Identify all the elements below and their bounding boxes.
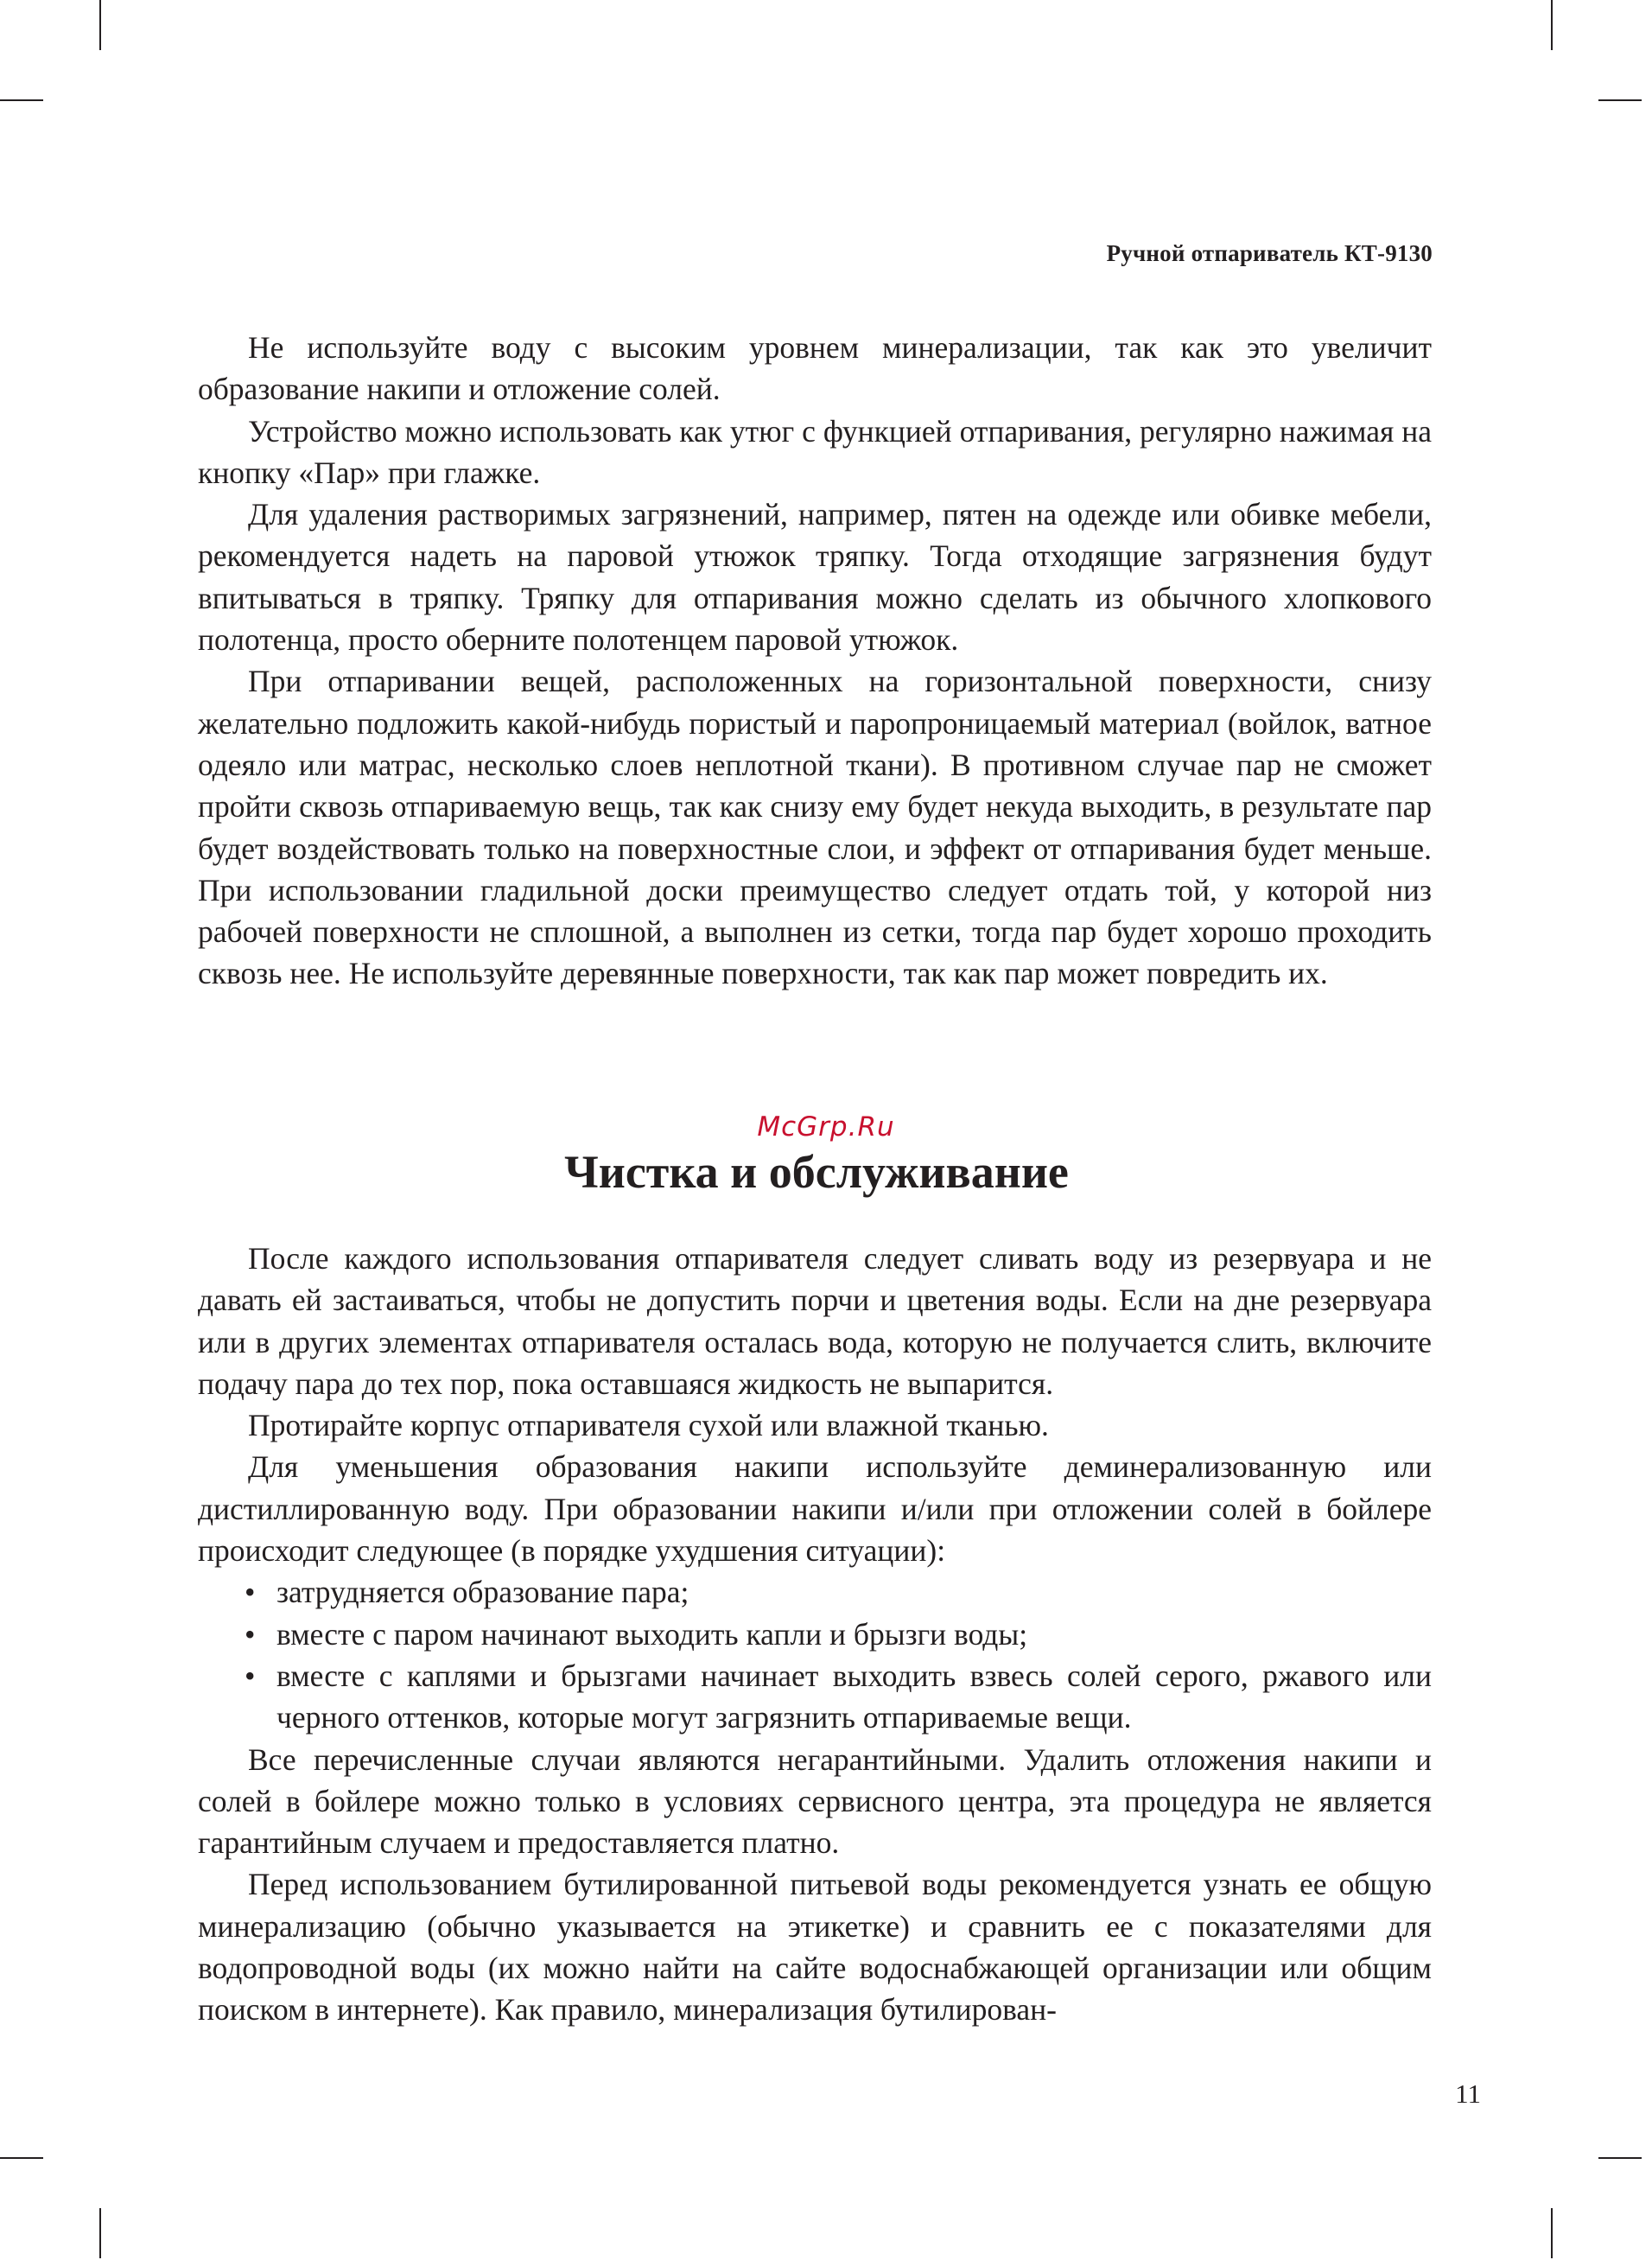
list-item <box>198 1655 1432 1739</box>
paragraph: Для уменьшения образования накипи используйте деминерализованную или дистиллированную воду. При образовании накипи и/или при отложении солей в бойлере происходит следующее (в порядке ухудшения ситуации): <box>198 1449 1432 1569</box>
page-number: 11 <box>1455 2079 1481 2109</box>
paragraph: Все перечисленные случаи являются негарантийными. Удалить отложения накипи и солей в бойлере можно только в условиях сервисного центра, эта процедура не является гарантийным случаем и предоставляется платно. <box>198 1741 1432 1861</box>
paragraph: Не используйте воду с высоким уровнем минерализации, так как это увеличит образование накипи и отложение солей. <box>198 330 1432 407</box>
paragraph: Перед использованием бутилированной питьевой воды рекомендуется узнать ее общую минерализацию (обычно указывается на этикетке) и сравнить ее с показателями для водопроводной воды (их можно найти на сайте водоснабжающей организации или общим поиском в интернете). Как правило, минерализация бутилирован- <box>198 1867 1432 2028</box>
crop-mark-top-right <box>1551 0 1553 50</box>
section-text-block <box>198 1238 1432 2031</box>
intro-text-block <box>198 327 1432 995</box>
paragraph: Протирайте корпус отпаривателя сухой или влажной тканью. <box>248 1408 1049 1443</box>
crop-mark-top-left <box>99 0 101 50</box>
list-item-text: вместе с паром начинают выходить капли и брызги воды; <box>276 1616 1028 1652</box>
bullet-icon: • <box>245 1575 256 1610</box>
list-item-text: вместе с каплями и брызгами начинает выходить взвесь солей серого, ржавого или черного оттенков, которые могут загрязнить отпариваемые вещи. <box>276 1658 1432 1735</box>
crop-mark-bottom-left-horizontal <box>0 2157 43 2159</box>
crop-mark-top-right-horizontal <box>1598 99 1642 101</box>
section-title: Чистка и обслуживание <box>564 1146 1069 1198</box>
paragraph: При отпаривании вещей, расположенных на горизонтальной поверхности, снизу желательно подложить какой-нибудь пористый и паропроницаемый материал (войлок, ватное одеяло или матрас, несколько слоев неплотной ткани). В противном случае пар не сможет пройти сквозь отпариваемую вещь, так как снизу ему будет некуда выходить, в результате пар будет воздействовать только на поверхностные слои, и эффект от отпаривания будет меньше. При использовании гладильной доски преимущество следует отдать той, у которой низ рабочей поверхности не сплошной, а выполнен из сетки, тогда пар будет хорошо проходить сквозь нее. Не используйте деревянные поверхности, так как пар может повредить их. <box>198 664 1432 991</box>
bullet-icon: • <box>245 1658 256 1693</box>
watermark: McGrp.Ru <box>757 1111 895 1143</box>
bullet-list <box>198 1571 1432 1738</box>
list-item <box>198 1614 1432 1655</box>
crop-mark-bottom-left <box>99 2208 101 2258</box>
bullet-icon: • <box>245 1616 256 1652</box>
running-header: Ручной отпариватель КТ-9130 <box>1106 240 1433 266</box>
paragraph: Для удаления растворимых загрязнений, например, пятен на одежде или обивке мебели, рекомендуется надеть на паровой утюжок тряпку. Тогда отходящие загрязнения будут впитываться в тряпку. Тряпку для отпаривания можно сделать из обычного хлопкового полотенца, просто оберните полотенцем паровой утюжок. <box>198 497 1432 658</box>
list-item-text: затрудняется образование пара; <box>276 1575 689 1610</box>
crop-mark-top-left-horizontal <box>0 99 43 101</box>
paragraph: Устройство можно использовать как утюг с функцией отпаривания, регулярно нажимая на кнопку «Пар» при глажке. <box>198 413 1432 490</box>
crop-mark-bottom-right <box>1551 2208 1553 2258</box>
paragraph: После каждого использования отпаривателя следует сливать воду из резервуара и не давать ей застаиваться, чтобы не допустить порчи и цветения воды. Если на дне резервуара или в других элементах отпаривателя осталась вода, которую не получается слить, включите подачу пара до тех пор, пока оставшаяся жидкость не выпарится. <box>198 1241 1432 1401</box>
crop-mark-bottom-right-horizontal <box>1598 2157 1642 2159</box>
list-item <box>198 1571 1432 1613</box>
